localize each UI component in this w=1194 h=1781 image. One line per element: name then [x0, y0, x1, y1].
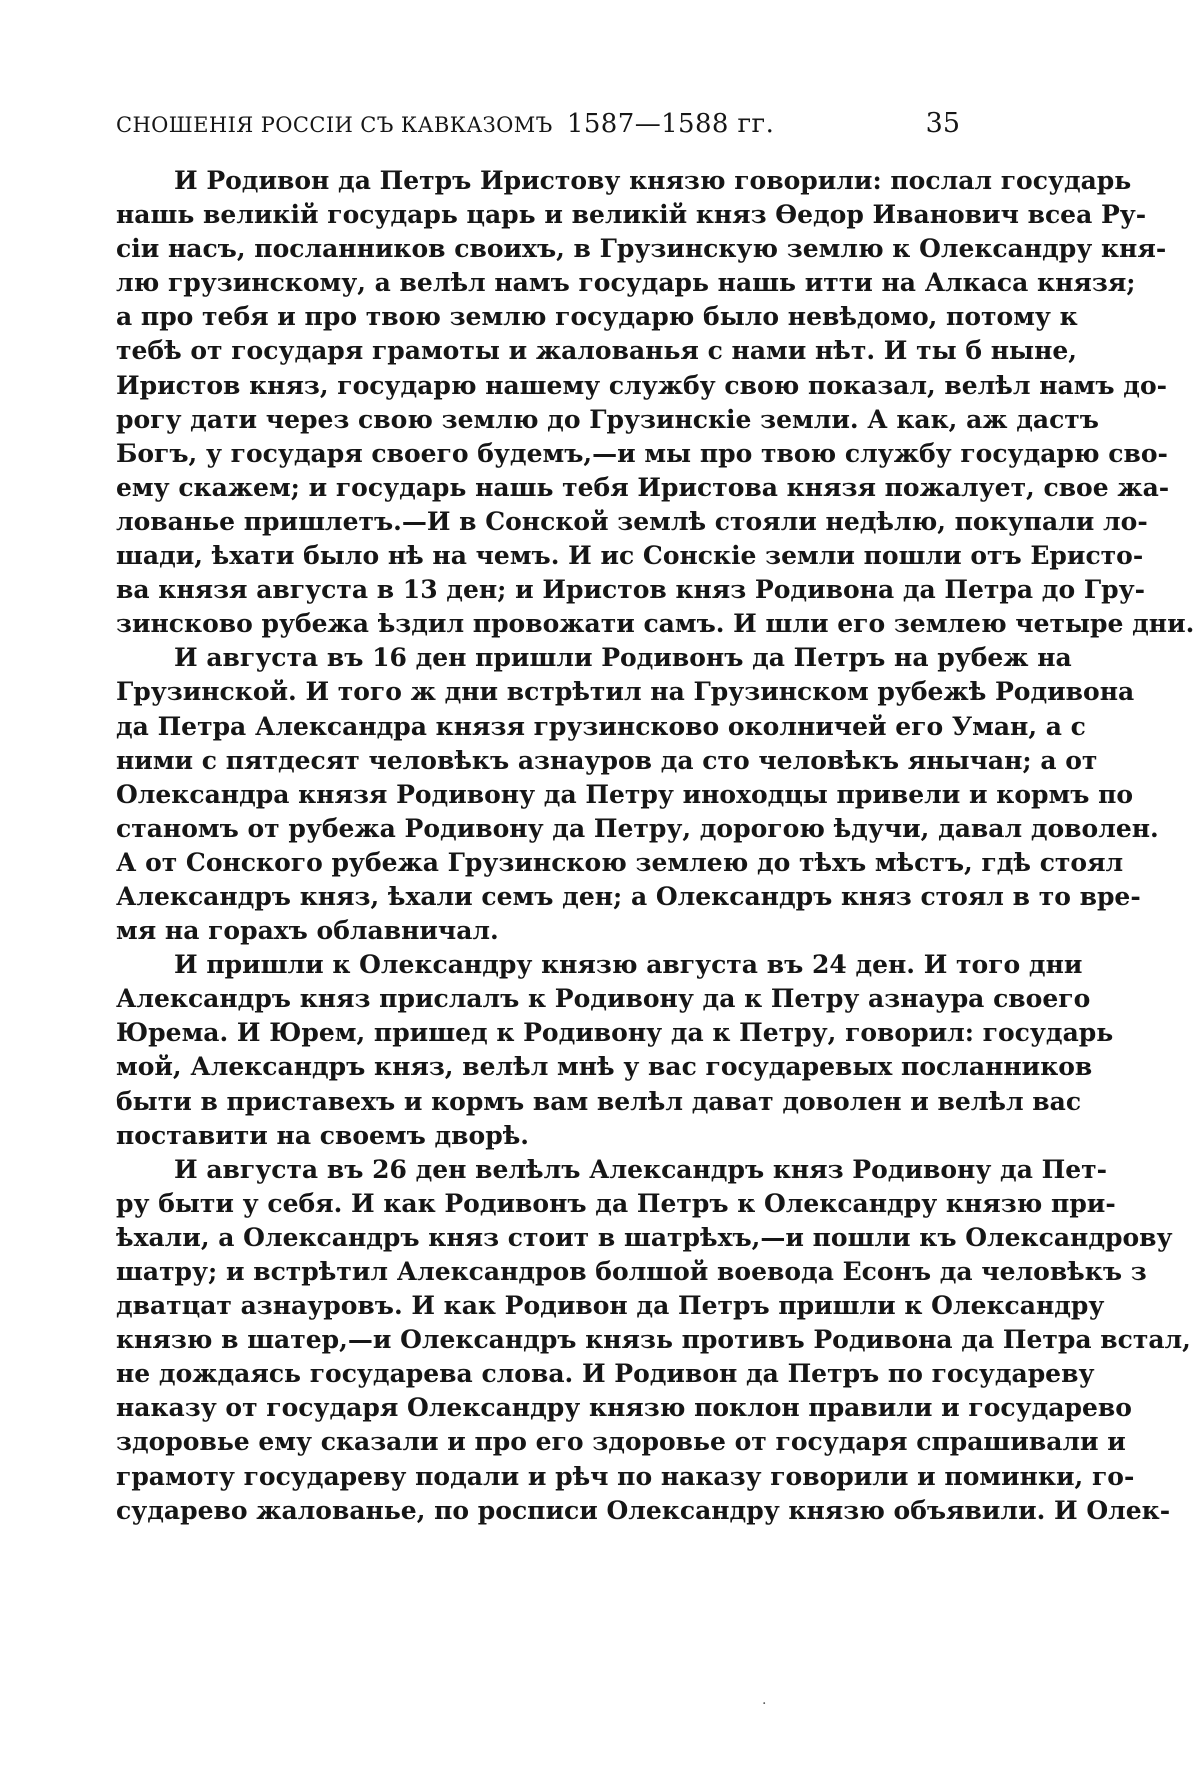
text-line: И пришли к Олександру князю августа въ 24 ден. И того дни: [174, 950, 1083, 980]
body-text: [116, 164, 1194, 1528]
text-line: зинсково рубежа ѣздил провожати самъ. И шли его землею четыре дни.: [116, 609, 1194, 639]
text-line: Александръ княз, ѣхали семъ ден; а Олександръ княз стоял в то вре-: [116, 881, 1141, 911]
text-line: да Петра Александра князя грузинсково околничей его Уман, а с: [116, 711, 1086, 741]
running-title: [116, 109, 774, 139]
page-number: 35: [925, 108, 960, 139]
text-line: здоровье ему сказали и про его здоровье от государя спрашивали и: [116, 1427, 1126, 1457]
text-line: сіи насъ, посланников своихъ, в Грузинскую землю к Олександру кня-: [116, 234, 1167, 264]
running-title-years: 1587—1588 гг.: [566, 109, 775, 139]
text-line: нашь великій государь царь и великій княз Өедор Иванович всеа Ру-: [116, 200, 1147, 230]
text-line: быти в приставехъ и кормъ вам велѣл дават доволен и велѣл вас: [116, 1086, 1082, 1116]
stray-mark: ·: [762, 1696, 767, 1712]
text-line: не дождаясь государева слова. И Родивон да Петръ по государеву: [116, 1359, 1095, 1389]
text-line: мой, Александръ княз, велѣл мнѣ у вас государевых посланников: [116, 1052, 1093, 1082]
text-line: ними с пятдесят человѣкъ азнауров да сто человѣкъ янычан; а от: [116, 745, 1098, 775]
text-line: рогу дати через свою землю до Грузинскіе земли. А как, аж дастъ: [116, 404, 1099, 434]
text-line: Александръ княз прислалъ к Родивону да к Петру азнаура своего: [116, 984, 1091, 1014]
text-line: Богъ, у государя своего будемъ,—и мы про твою службу государю сво-: [116, 438, 1168, 468]
text-line: И августа въ 16 ден пришли Родивонъ да Петръ на рубеж на: [174, 643, 1072, 673]
text-line: Иристов княз, государю нашему службу свою показал, велѣл намъ до-: [116, 370, 1168, 400]
text-line: Юрема. И Юрем, пришед к Родивону да к Петру, говорил: государь: [116, 1018, 1114, 1048]
text-line: тебѣ от государя грамоты и жалованья с нами нѣт. И ты б ныне,: [116, 336, 1077, 366]
text-line: А от Сонского рубежа Грузинскою землею до тѣхъ мѣстъ, гдѣ стоял: [116, 847, 1124, 877]
text-line: князю в шатер,—и Олександръ князь противъ Родивона да Петра встал,: [116, 1325, 1191, 1355]
text-line: И августа въ 26 ден велѣлъ Александръ княз Родивону да Пет-: [174, 1154, 1107, 1184]
text-line: грамоту государеву подали и рѣч по наказу говорили и поминки, го-: [116, 1461, 1135, 1491]
text-line: сударево жалованье, по росписи Олександру князю объявили. И Олек-: [116, 1495, 1171, 1525]
text-line: ру быти у себя. И как Родивонъ да Петръ к Олександру князю при-: [116, 1188, 1116, 1218]
text-line: дватцат азнауровъ. И как Родивон да Петръ пришли к Олександру: [116, 1291, 1105, 1321]
text-line: И Родивон да Петръ Иристову князю говорили: послал государь: [174, 166, 1132, 195]
text-line: шади, ѣхати было нѣ на чемъ. И ис Сонскіе земли пошли отъ Еристо-: [116, 541, 1144, 571]
text-line: ѣхали, а Олександръ княз стоит в шатрѣхъ,—и пошли къ Олександрову: [116, 1222, 1173, 1252]
text-line: лованье пришлетъ.—И в Сонской землѣ стояли недѣлю, покупали ло-: [116, 506, 1148, 536]
text-line: станомъ от рубежа Родивону да Петру, дорогою ѣдучи, давал доволен.: [116, 813, 1159, 843]
text-line: Грузинской. И того ж дни встрѣтил на Грузинском рубежѣ Родивона: [116, 677, 1135, 707]
text-line: Олександра князя Родивону да Петру иноходцы привели и кормъ по: [116, 779, 1134, 809]
text-line: лю грузинскому, а велѣл намъ государь нашь итти на Алкаса князя;: [116, 268, 1136, 298]
text-line: поставити на своемъ дворѣ.: [116, 1120, 529, 1150]
text-line: наказу от государя Олександру князю поклон правили и государево: [116, 1393, 1132, 1423]
running-head: [116, 108, 960, 139]
text-line: мя на горахъ облавничал.: [116, 916, 499, 946]
text-line: ему скажем; и государь нашь тебя Иристова князя пожалует, свое жа-: [116, 472, 1170, 502]
text-line: а про тебя и про твою землю государю было невѣдомо, потому к: [116, 302, 1078, 332]
text-line: ва князя августа в 13 ден; и Иристов княз Родивона да Петра до Гру-: [116, 575, 1145, 605]
running-title-text: СНОШЕНІЯ РОССІИ СЪ КАВКАЗОМЪ: [116, 113, 553, 137]
text-line: шатру; и встрѣтил Александров болшой воевода Есонъ да человѣкъ з: [116, 1257, 1147, 1286]
